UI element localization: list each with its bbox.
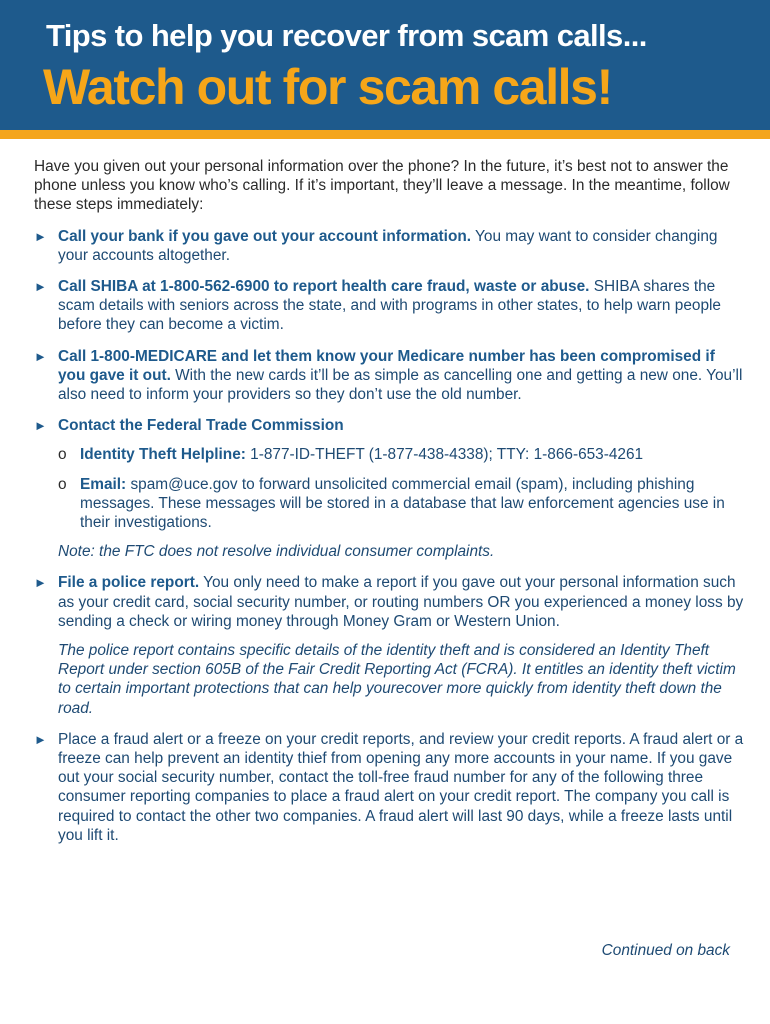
step-lead: File a police report.: [58, 574, 200, 592]
sub-label: Identity Theft Helpline:: [80, 446, 246, 464]
step-lead: Call SHIBA at 1-800-562-6900 to report health care fraud, waste or abuse.: [58, 278, 590, 296]
sub-text: spam@uce.gov to forward unsolicited commercial email (spam), including phishing messages. These messages will be stored in a database that law enforcement agencies use in their investigations.: [80, 475, 725, 532]
page-title: Watch out for scam calls!: [43, 59, 612, 115]
header-subtitle: Tips to help you recover from scam calls...: [46, 18, 647, 53]
intro-paragraph: Have you given out your personal information over the phone? In the future, it’s best not to answer the phone unless you know who’s calling. If it’s important, they’ll leave a message. In the meantime, follow these steps immediately:: [34, 158, 730, 214]
step-call-shiba: [34, 277, 746, 335]
step-contact-ftc: [34, 416, 746, 561]
step-text: With the new cards it’ll be as simple as cancelling one and getting a new one. You’ll also need to inform your providers so they don’t use the old number.: [58, 366, 743, 404]
arrow-bullet-icon: ►: [34, 575, 47, 591]
arrow-bullet-icon: ►: [34, 731, 47, 747]
step-call-medicare: [34, 347, 746, 405]
step-text: You may want to consider changing your accounts altogether.: [58, 227, 718, 264]
header-banner: [0, 0, 770, 130]
step-lead: Contact the Federal Trade Commission: [58, 417, 344, 435]
sub-bullet: o: [58, 475, 67, 493]
step-fraud-alert: [34, 730, 746, 845]
arrow-bullet-icon: ►: [34, 279, 47, 295]
header-accent-stripe: [0, 130, 770, 139]
police-report-note: The police report contains specific details of the identity theft and is considered an Identity Theft Report under section 605B of the Fair Credit Reporting Act (FCRA). It entitles an identity theft victim to certain important protections that can help yourecover more quickly from identity theft down the road.: [58, 642, 736, 717]
step-lead: Call 1-800-MEDICARE and let them know your Medicare number has been compromised if you gave it out.: [58, 347, 715, 384]
step-police-report: [34, 573, 746, 717]
ftc-note: Note: the FTC does not resolve individual consumer complaints.: [58, 543, 495, 561]
step-text: SHIBA shares the scam details with seniors across the state, and with programs in other states, to help warn people before they can become a victim.: [58, 278, 721, 334]
arrow-bullet-icon: ►: [34, 418, 47, 434]
continued-on-back: Continued on back: [601, 942, 730, 959]
step-call-bank: [34, 227, 746, 265]
step-text: Place a fraud alert or a freeze on your credit reports, and review your credit reports. A fraud alert or a freeze can help prevent an identity thief from opening any more accounts in your name. If you gave out your social security number, contact the toll-free fraud number for any of the following three consumer reporting companies to place a fraud alert on your credit report. The company you call is required to contact the other two companies. A fraud alert will last 90 days, while a freeze lasts until you lift it.: [58, 730, 744, 844]
sub-text: 1-877-ID-THEFT (1-877-438-4338); TTY: 1-866-653-4261: [245, 446, 644, 464]
sub-bullet: o: [58, 446, 67, 464]
ftc-helpline: [58, 445, 746, 464]
step-lead: Call your bank if you gave out your account information.: [58, 227, 472, 245]
arrow-bullet-icon: ►: [34, 228, 47, 244]
step-text: You only need to make a report if you gave out your personal information such as your credit card, social security number, or routing numbers OR you experienced a money loss by sending a check or wiring money through Money Gram or Western Union.: [58, 574, 744, 630]
ftc-email: [58, 475, 746, 533]
arrow-bullet-icon: ►: [34, 348, 47, 364]
document-body: [34, 157, 746, 857]
sub-label: Email:: [80, 475, 127, 493]
